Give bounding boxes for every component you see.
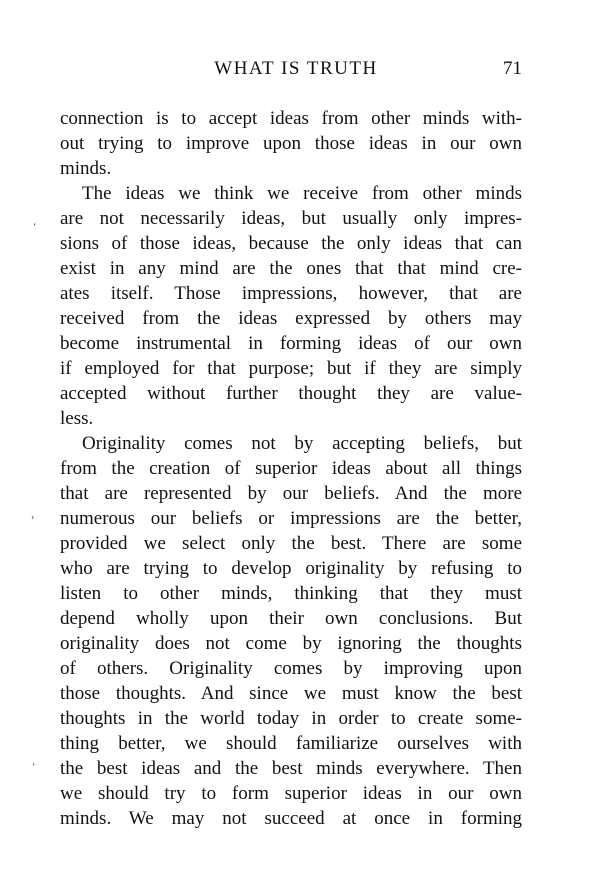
- text-line: if employed for that purpose; but if they are simply: [60, 358, 522, 379]
- text-line: numerous our beliefs or impressions are the better,: [60, 508, 522, 529]
- text-line: thing better, we should familiarize ourselves with: [60, 733, 522, 754]
- text-line: provided we select only the best. There are some: [60, 533, 522, 554]
- text-line: originality does not come by ignoring the thoughts: [60, 633, 522, 654]
- body-text: [60, 106, 522, 831]
- text-line: minds. We may not succeed at once in forming: [60, 808, 522, 829]
- text-line: from the creation of superior ideas about all things: [60, 458, 522, 479]
- text-line: thoughts in the world today in order to create some-: [60, 708, 522, 729]
- text-line: of others. Originality comes by improving upon: [60, 658, 522, 679]
- scan-speck: ›: [31, 512, 35, 523]
- text-line: who are trying to develop originality by refusing to: [60, 558, 522, 579]
- text-line: those thoughts. And since we must know the best: [60, 683, 522, 704]
- text-line: connection is to accept ideas from other minds with-: [60, 108, 522, 129]
- text-line: minds.: [60, 158, 112, 179]
- text-line: we should try to form superior ideas in our own: [60, 783, 522, 804]
- text-line: become instrumental in forming ideas of our own: [60, 333, 522, 354]
- text-line: the best ideas and the best minds everywhere. Then: [60, 758, 522, 779]
- text-line: less.: [60, 408, 94, 429]
- text-line: accepted without further thought they are value-: [60, 383, 522, 404]
- text-line: that are represented by our beliefs. And the more: [60, 483, 522, 504]
- running-title: WHAT IS TRUTH: [214, 58, 378, 79]
- page-header: [60, 58, 522, 84]
- scan-speck: ‘: [32, 762, 36, 773]
- text-line: ates itself. Those impressions, however, that are: [60, 283, 522, 304]
- text-line: Originality comes not by accepting beliefs, but: [82, 433, 522, 454]
- scan-speck: ‘: [33, 222, 37, 233]
- text-line: exist in any mind are the ones that that mind cre-: [60, 258, 522, 279]
- text-line: The ideas we think we receive from other minds: [82, 183, 522, 204]
- text-line: received from the ideas expressed by others may: [60, 308, 522, 329]
- text-line: depend wholly upon their own conclusions. But: [60, 608, 522, 629]
- text-line: out trying to improve upon those ideas in our own: [60, 133, 522, 154]
- page-number: 71: [503, 58, 522, 79]
- text-line: sions of those ideas, because the only ideas that can: [60, 233, 522, 254]
- text-line: listen to other minds, thinking that they must: [60, 583, 522, 604]
- text-line: are not necessarily ideas, but usually only impres-: [60, 208, 522, 229]
